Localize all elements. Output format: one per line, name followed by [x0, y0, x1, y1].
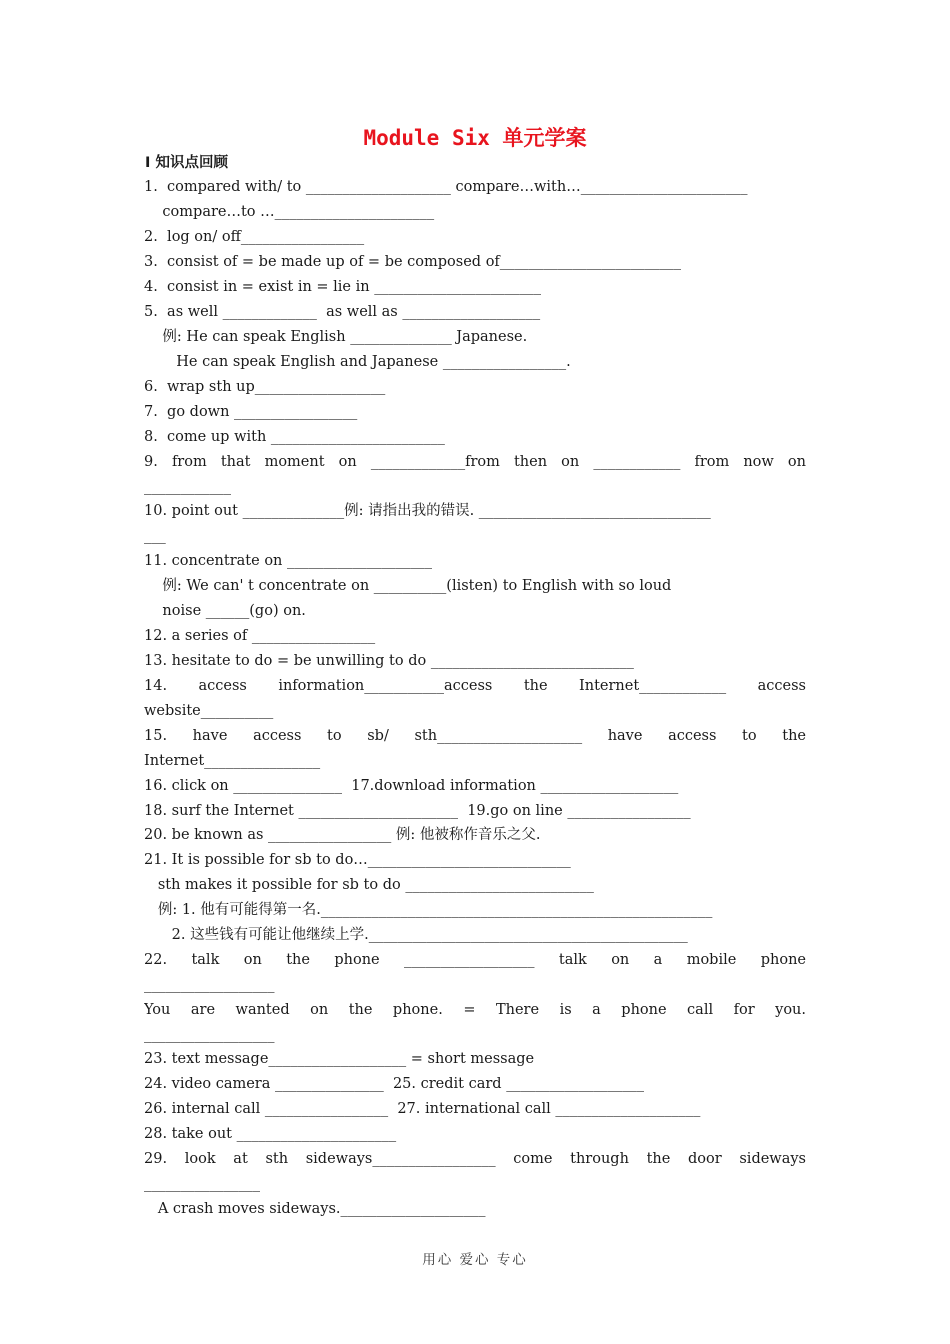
exercise-line: 13. hesitate to do = be unwilling to do ____________________________ [144, 653, 634, 669]
exercise-line: 2. log on/ off_________________ [144, 229, 365, 245]
page-title: Module Six 单元学案 [363, 126, 587, 150]
exercise-line: 12. a series of _________________ [144, 628, 376, 644]
exercise-line: 29. look at sth sideways_________________ come through the door sideways [144, 1151, 806, 1167]
exercise-line: 6. wrap sth up__________________ [144, 379, 386, 395]
example-line: He can speak English and Japanese _________________. [144, 354, 571, 370]
exercise-line: 10. point out ______________例: 请指出我的错误. ________________________________ [144, 503, 711, 519]
blank-continuation: __________________ [144, 1027, 275, 1043]
example-line: noise ______(go) on. [144, 603, 306, 619]
exercise-line: sth makes it possible for sb to do __________________________ [144, 877, 594, 893]
exercise-line: 1. compared with/ to ____________________ compare…with…_______________________ [144, 179, 748, 195]
exercise-line: 3. consist of = be made up of = be composed of_________________________ [144, 254, 682, 270]
blank-continuation: ___ [144, 528, 166, 544]
example-line: 例: 1. 他有可能得第一名.______________________________________________________ [144, 902, 713, 918]
exercise-line: 22. talk on the phone __________________ talk on a mobile phone [144, 952, 806, 968]
exercise-line: 28. take out ______________________ [144, 1126, 397, 1142]
exercise-line: 5. as well _____________ as well as ___________________ [144, 304, 541, 320]
exercise-line: 26. internal call _________________ 27. international call ____________________ [144, 1101, 701, 1117]
exercise-line: 24. video camera _______________ 25. credit card ___________________ [144, 1076, 644, 1092]
exercise-line: 15. have access to sb/ sth____________________ have access to the [144, 728, 806, 744]
exercise-line: 18. surf the Internet ______________________ 19.go on line _________________ [144, 803, 691, 819]
exercise-line: 11. concentrate on ____________________ [144, 553, 432, 569]
exercise-line: 9. from that moment on _____________from then on ____________ from now on [144, 454, 806, 470]
example-line: A crash moves sideways.____________________ [144, 1201, 486, 1217]
example-line: 例: We can' t concentrate on __________(listen) to English with so loud [144, 578, 672, 594]
section-heading: Ⅰ 知识点回顾 [145, 155, 228, 171]
exercise-line: compare…to …______________________ [144, 204, 435, 220]
blank-continuation: ____________ [144, 479, 231, 495]
exercise-line: 4. consist in = exist in = lie in _______________________ [144, 279, 541, 295]
blank-continuation: __________________ [144, 977, 275, 993]
exercise-line: 23. text message___________________ = short message [144, 1051, 535, 1067]
exercise-line: 14. access information___________access the Internet____________ access [144, 678, 806, 694]
exercise-line: 21. It is possible for sb to do…____________________________ [144, 852, 571, 868]
blank-continuation: Internet________________ [144, 753, 321, 769]
blank-continuation: ________________ [144, 1176, 260, 1192]
example-line: 例: He can speak English ______________ Japanese. [144, 329, 528, 345]
example-line: 2. 这些钱有可能让他继续上学.____________________________________________ [144, 927, 688, 943]
exercise-line: 20. be known as _________________ 例: 他被称作音乐之父. [144, 827, 541, 843]
exercise-line: 8. come up with ________________________ [144, 429, 445, 445]
exercise-line: 16. click on _______________ 17.download information ___________________ [144, 778, 679, 794]
blank-continuation: website__________ [144, 703, 274, 719]
example-line: You are wanted on the phone. = There is a phone call for you. [144, 1002, 806, 1018]
page-footer: 用心 爱心 专心 [422, 1252, 528, 1268]
exercise-line: 7. go down _________________ [144, 404, 358, 420]
